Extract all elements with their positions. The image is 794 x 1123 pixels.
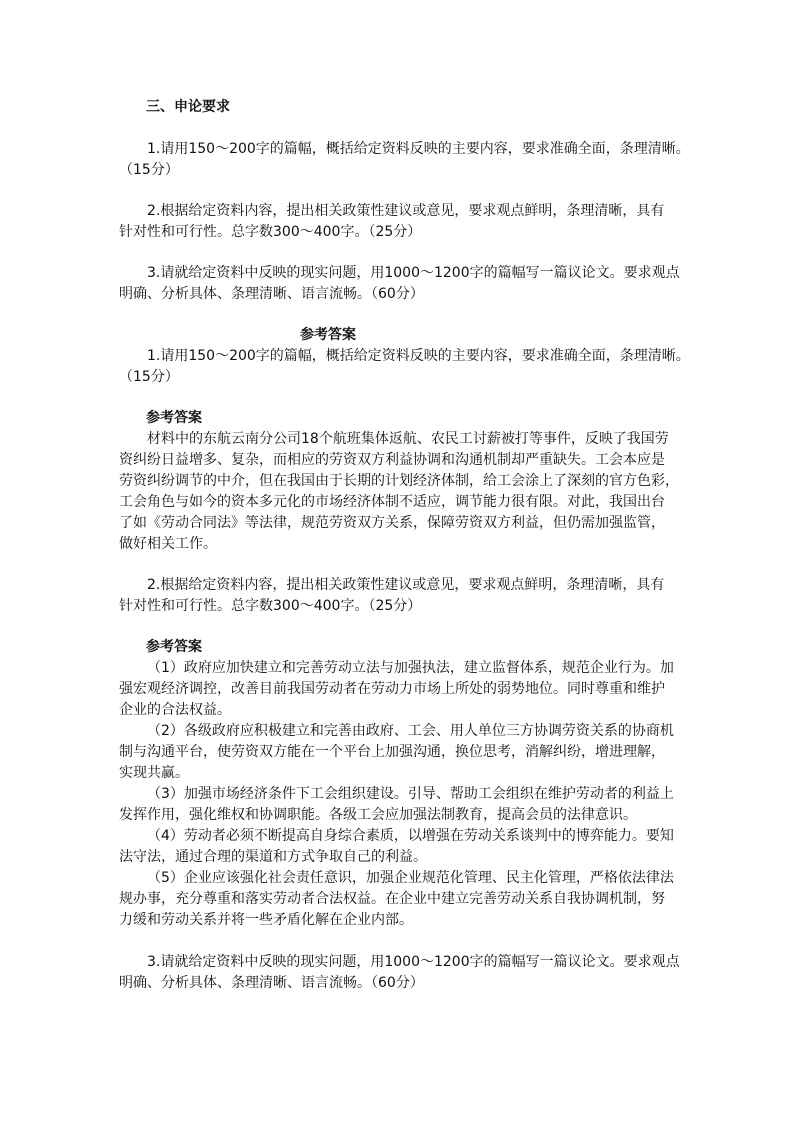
text-line: （4）劳动者必须不断提高自身综合素质，以增强在劳动关系谈判中的博弈能力。要知 — [147, 828, 674, 844]
text-line: 了如《劳动合同法》等法律，规范劳资双方关系，保障劳资双方利益，但仍需加强监管， — [119, 515, 665, 531]
answer2-item-5 — [119, 868, 679, 931]
text-line: （15分） — [119, 369, 179, 385]
text-line: （2）各级政府应积极建立和完善由政府、工会、用人单位三方协调劳资关系的协商机 — [147, 723, 674, 739]
text-line: 针对性和可行性。总字数300～400字。（25分） — [119, 598, 422, 614]
text-line: 企业的合法权益。 — [119, 702, 231, 718]
answer3-question — [119, 952, 679, 994]
answer2-label: 参考答案 — [146, 639, 202, 655]
text-line: 力缓和劳动关系并将一些矛盾化解在企业内部。 — [119, 912, 413, 928]
answer2-item-2 — [119, 721, 679, 784]
text-line: 2.根据给定资料内容，提出相关政策性建议或意见，要求观点鲜明，条理清晰，具有 — [147, 203, 665, 219]
text-line: （15分） — [119, 162, 179, 178]
answer2-item-3 — [119, 784, 679, 826]
question-3 — [119, 263, 679, 305]
text-line: （3）加强市场经济条件下工会组织建设。引导、帮助工会组织在维护劳动者的利益上 — [147, 786, 674, 802]
text-line: （5）企业应该强化社会责任意识，加强企业规范化管理、民主化管理，严格依法律法 — [147, 870, 674, 886]
answer1-question — [119, 346, 690, 388]
text-line: 3.请就给定资料中反映的现实问题，用1000～1200字的篇幅写一篇议论文。要求观点 — [147, 265, 680, 281]
answer1-text — [119, 429, 679, 555]
answer1-label: 参考答案 — [146, 410, 202, 426]
text-line: 强宏观经济调控，改善目前我国劳动者在劳动力市场上所处的弱势地位。同时尊重和维护 — [119, 681, 665, 697]
text-line: 做好相关工作。 — [119, 536, 217, 552]
question-1 — [119, 139, 690, 181]
text-line: （1）政府应加快建立和完善劳动立法与加强执法，建立监督体系，规范企业行为。加 — [147, 660, 674, 676]
text-line: 法守法，通过合理的渠道和方式争取自己的利益。 — [119, 849, 427, 865]
text-line: 资纠纷日益增多、复杂，而相应的劳资双方利益协调和沟通机制却严重缺失。工会本应是 — [119, 452, 665, 468]
text-line: 制与沟通平台，使劳资双方能在一个平台上加强沟通，换位思考，消解纠纷，增进理解， — [119, 744, 665, 760]
section-heading: 三、申论要求 — [146, 99, 230, 115]
text-line: 2.根据给定资料内容，提出相关政策性建议或意见，要求观点鲜明，条理清晰，具有 — [147, 577, 665, 593]
text-line: 针对性和可行性。总字数300～400字。（25分） — [119, 224, 422, 240]
answers-title: 参考答案 — [300, 327, 356, 343]
text-line: 明确、分析具体、条理清晰、语言流畅。（60分） — [119, 286, 424, 302]
answer2-item-1 — [119, 658, 679, 721]
text-line: 明确、分析具体、条理清晰、语言流畅。（60分） — [119, 975, 424, 991]
text-line: 实现共赢。 — [119, 765, 189, 781]
text-line: 材料中的东航云南分公司18个航班集体返航、农民工讨薪被打等事件，反映了我国劳 — [147, 431, 669, 447]
text-line: 1.请用150～200字的篇幅，概括给定资料反映的主要内容，要求准确全面，条理清晰。 — [147, 141, 690, 157]
text-line: 工会角色与如今的资本多元化的市场经济体制不适应，调节能力很有限。对此，我国出台 — [119, 494, 665, 510]
text-line: 规办事，充分尊重和落实劳动者合法权益。在企业中建立完善劳动关系自我协调机制，努 — [119, 891, 665, 907]
text-line: 3.请就给定资料中反映的现实问题，用1000～1200字的篇幅写一篇议论文。要求观点 — [147, 954, 680, 970]
answer2-question — [119, 575, 679, 617]
text-line: 1.请用150～200字的篇幅，概括给定资料反映的主要内容，要求准确全面，条理清晰。 — [147, 348, 690, 364]
text-line: 发挥作用，强化维权和协调职能。各级工会应加强法制教育，提高会员的法律意识。 — [119, 807, 637, 823]
text-line: 劳资纠纷调节的中介，但在我国由于长期的计划经济体制，给工会涂上了深刻的官方色彩， — [119, 473, 679, 489]
answer2-item-4 — [119, 826, 679, 868]
question-2 — [119, 201, 679, 243]
